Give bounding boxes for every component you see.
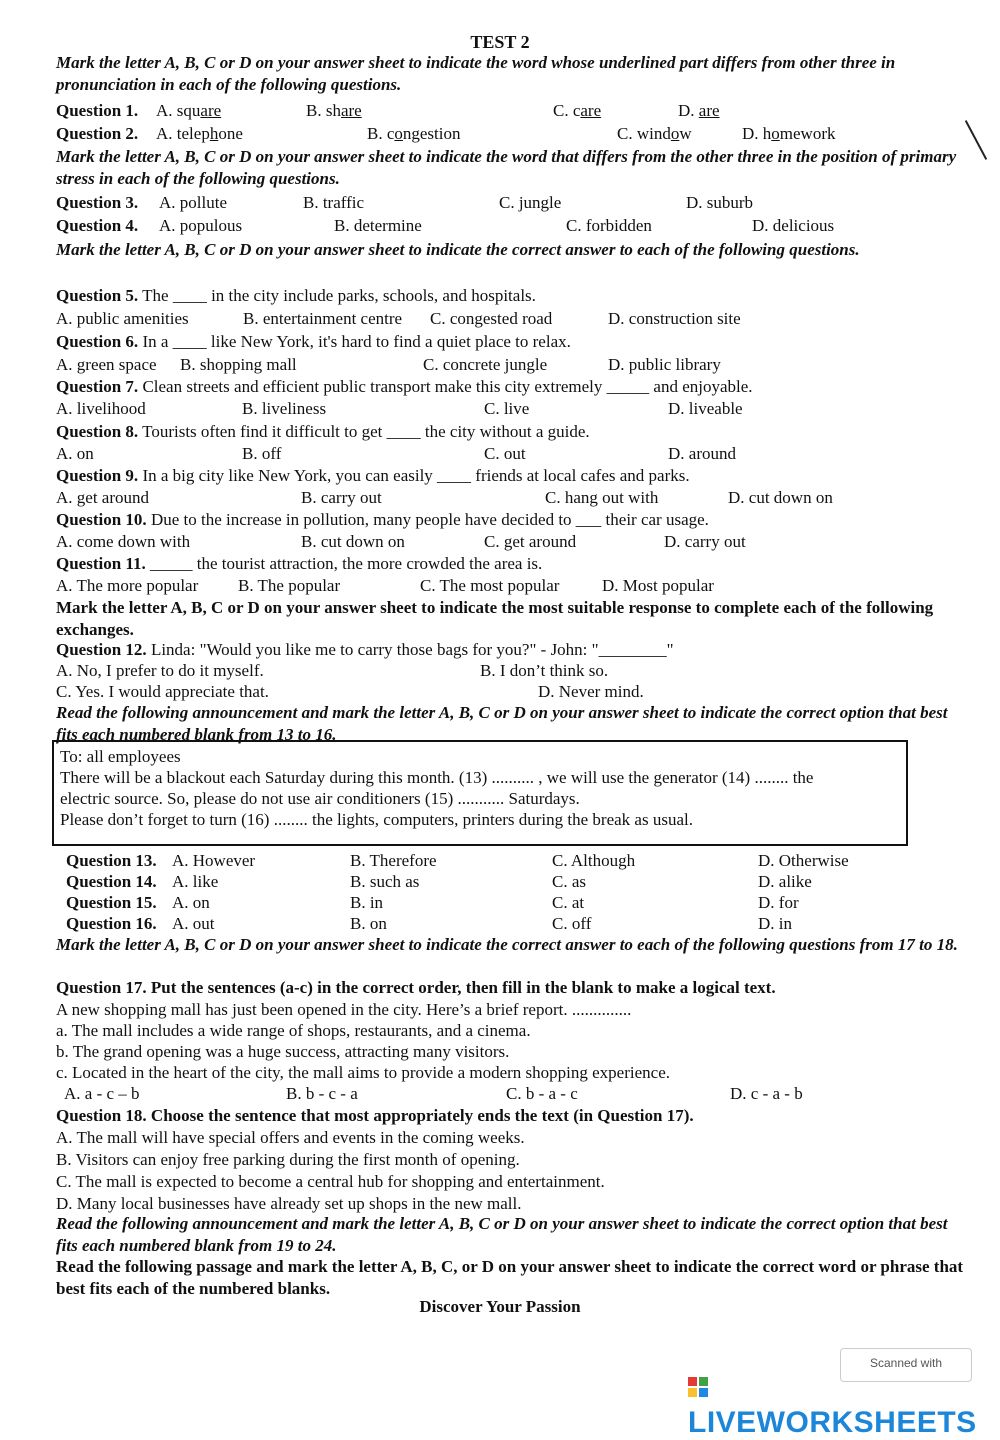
q2-option-b[interactable]: B. congestion bbox=[367, 124, 461, 143]
q8-option-b[interactable]: B. off bbox=[242, 444, 282, 463]
announcement-line-2: There will be a blackout each Saturday during this month. (13) .......... , we will use the generator (14) ........ the bbox=[60, 768, 814, 787]
q13-option-b[interactable]: B. Therefore bbox=[350, 851, 437, 870]
q17-intro: A new shopping mall has just been opened in the city. Here’s a brief report. .............. bbox=[56, 1000, 632, 1019]
q9-option-b[interactable]: B. carry out bbox=[301, 488, 382, 507]
announcement-line-3: electric source. So, please do not use air conditioners (15) ........... Saturdays. bbox=[60, 789, 580, 808]
q7-option-c[interactable]: C. live bbox=[484, 399, 530, 418]
question-2 bbox=[56, 123, 971, 145]
question-16: Question 16. A. out B. on C. off D. in bbox=[66, 914, 792, 933]
q16-option-a[interactable]: A. out bbox=[172, 914, 215, 933]
q4-option-c[interactable]: C. forbidden bbox=[566, 216, 652, 235]
question-8-stem: Question 8. Tourists often find it difficult to get ____ the city without a guide. bbox=[56, 422, 590, 441]
question-5-stem: Question 5. The ____ in the city include parks, schools, and hospitals. bbox=[56, 286, 536, 305]
q10-option-b[interactable]: B. cut down on bbox=[301, 532, 405, 551]
q14-option-b[interactable]: B. such as bbox=[350, 872, 420, 891]
q11-option-b[interactable]: B. The popular bbox=[238, 576, 341, 595]
q2-option-a[interactable]: A. telephone bbox=[156, 124, 243, 143]
q3-option-b[interactable]: B. traffic bbox=[303, 193, 365, 212]
q3-option-c[interactable]: C. jungle bbox=[499, 193, 562, 212]
liveworksheets-icon bbox=[688, 1377, 710, 1399]
test-title: TEST 2 bbox=[470, 32, 530, 52]
q1-option-a[interactable]: A. square bbox=[156, 101, 222, 120]
q3-option-a[interactable]: A. pollute bbox=[159, 193, 227, 212]
section6-instruction: Mark the letter A, B, C or D on your answer sheet to indicate the correct answer to each of the following questions from 17 to 18. bbox=[56, 935, 958, 954]
q12-option-d[interactable]: D. Never mind. bbox=[538, 682, 644, 701]
question-9-stem: Question 9. In a big city like New York, you can easily ____ friends at local cafes and parks. bbox=[56, 466, 690, 485]
section2-instruction: Mark the letter A, B, C or D on your answer sheet to indicate the word that differs from the other three in the position of primary stress in each of the following questions. bbox=[56, 147, 957, 188]
q6-option-b[interactable]: B. shopping mall bbox=[180, 355, 297, 374]
announcement-box bbox=[52, 740, 908, 846]
q17-option-d[interactable]: D. c - a - b bbox=[730, 1084, 803, 1103]
q2-option-c[interactable]: C. window bbox=[617, 124, 692, 143]
section4-instruction: Mark the letter A, B, C or D on your answer sheet to indicate the most suitable response to complete each of the following exchanges. bbox=[56, 598, 934, 639]
q8-option-d[interactable]: D. around bbox=[668, 444, 736, 463]
q1-option-c[interactable]: C. care bbox=[553, 101, 602, 120]
q10-option-c[interactable]: C. get around bbox=[484, 532, 577, 551]
question-6-stem: Question 6. In a ____ like New York, it's hard to find a quiet place to relax. bbox=[56, 332, 571, 351]
q18-option-b[interactable]: B. Visitors can enjoy free parking during the first month of opening. bbox=[56, 1150, 520, 1169]
q16-option-c[interactable]: C. off bbox=[552, 914, 592, 933]
q17-sentence-c: c. Located in the heart of the city, the mall aims to provide a modern shopping experience. bbox=[56, 1063, 670, 1082]
q1-option-b[interactable]: B. share bbox=[306, 101, 362, 120]
q2-label: Question 2. bbox=[56, 124, 139, 143]
q16-option-b[interactable]: B. on bbox=[350, 914, 387, 933]
q5-option-d[interactable]: D. construction site bbox=[608, 309, 741, 328]
q7-option-b[interactable]: B. liveliness bbox=[242, 399, 327, 418]
question-13: Question 13. A. However B. Therefore C. Although D. Otherwise bbox=[66, 851, 849, 870]
question-1 bbox=[56, 100, 971, 122]
question-3 bbox=[56, 192, 971, 214]
q13-option-a[interactable]: A. However bbox=[172, 851, 256, 870]
question-14: Question 14. A. like B. such as C. as D. alike bbox=[66, 872, 812, 891]
q17-option-a[interactable]: A. a - c – b bbox=[64, 1084, 140, 1103]
question-18-label: Question 18. Choose the sentence that most appropriately ends the text (in Question 17). bbox=[56, 1106, 694, 1125]
passage-title: Discover Your Passion bbox=[419, 1297, 581, 1316]
q18-option-a[interactable]: A. The mall will have special offers and events in the coming weeks. bbox=[56, 1128, 525, 1147]
question-11-stem: Question 11. _____ the tourist attraction, the more crowded the area is. bbox=[56, 554, 543, 573]
q12-option-b[interactable]: B. I don’t think so. bbox=[480, 661, 609, 680]
q16-option-d[interactable]: D. in bbox=[758, 914, 792, 933]
q15-option-c[interactable]: C. at bbox=[552, 893, 585, 912]
q10-option-a[interactable]: A. come down with bbox=[56, 532, 191, 551]
question-7-stem: Question 7. Clean streets and efficient public transport make this city extremely _____ and enjoyable. bbox=[56, 377, 753, 396]
section5-instruction: Read the following announcement and mark the letter A, B, C or D on your answer sheet to indicate the correct option that best fits each numbered blank from 13 to 16. bbox=[56, 703, 948, 744]
section1-instruction: Mark the letter A, B, C or D on your answer sheet to indicate the word whose underlined part differs from other three in pronunciation in each of the following questions. bbox=[56, 53, 896, 94]
q17-option-b[interactable]: B. b - c - a bbox=[286, 1084, 358, 1103]
announcement-line-1: To: all employees bbox=[60, 747, 181, 766]
q9-option-a[interactable]: A. get around bbox=[56, 488, 150, 507]
question-15: Question 15. A. on B. in C. at D. for bbox=[66, 893, 799, 912]
q12-option-c[interactable]: C. Yes. I would appreciate that. bbox=[56, 682, 269, 701]
q9-option-c[interactable]: C. hang out with bbox=[545, 488, 659, 507]
scanned-with-badge: Scanned with bbox=[840, 1348, 972, 1382]
q7-option-d[interactable]: D. liveable bbox=[668, 399, 743, 418]
q1-option-d[interactable]: D. are bbox=[678, 101, 720, 120]
q15-option-d[interactable]: D. for bbox=[758, 893, 799, 912]
q2-option-d[interactable]: D. homework bbox=[742, 124, 836, 143]
q14-option-c[interactable]: C. as bbox=[552, 872, 586, 891]
q15-option-b[interactable]: B. in bbox=[350, 893, 384, 912]
q7-option-a[interactable]: A. livelihood bbox=[56, 399, 146, 418]
q4-option-d[interactable]: D. delicious bbox=[752, 216, 835, 235]
section7-instruction-2: Read the following passage and mark the letter A, B, C, or D on your answer sheet to indicate the correct word or phrase that best fits each of the numbered blanks. bbox=[56, 1257, 964, 1298]
q15-option-a[interactable]: A. on bbox=[172, 893, 210, 912]
question-10-stem: Question 10. Due to the increase in pollution, many people have decided to ___ their car usage. bbox=[56, 510, 709, 529]
q4-option-b[interactable]: B. determine bbox=[334, 216, 422, 235]
q6-option-c[interactable]: C. concrete jungle bbox=[423, 355, 548, 374]
q12-option-a[interactable]: A. No, I prefer to do it myself. bbox=[56, 661, 264, 680]
section3-instruction: Mark the letter A, B, C or D on your answer sheet to indicate the correct answer to each of the following questions. bbox=[56, 240, 860, 259]
announcement-line-4: Please don’t forget to turn (16) ........ the lights, computers, printers during the break as usual. bbox=[60, 810, 693, 829]
liveworksheets-logo[interactable]: LIVEWORKSHEETS bbox=[688, 1372, 1000, 1440]
q11-option-c[interactable]: C. The most popular bbox=[420, 576, 560, 595]
q10-option-d[interactable]: D. carry out bbox=[664, 532, 746, 551]
section7-instruction: Read the following announcement and mark the letter A, B, C or D on your answer sheet to indicate the correct option that best fits each numbered blank from 19 to 24. bbox=[56, 1214, 948, 1255]
q9-option-d[interactable]: D. cut down on bbox=[728, 488, 833, 507]
q11-option-a[interactable]: A. The more popular bbox=[56, 576, 199, 595]
q4-option-a[interactable]: A. populous bbox=[159, 216, 243, 235]
q8-option-a[interactable]: A. on bbox=[56, 444, 94, 463]
q17-sentence-b: b. The grand opening was a huge success, attracting many visitors. bbox=[56, 1042, 510, 1061]
q5-option-c[interactable]: C. congested road bbox=[430, 309, 553, 328]
q5-option-a[interactable]: A. public amenities bbox=[56, 309, 189, 328]
q6-option-a[interactable]: A. green space bbox=[56, 355, 157, 374]
q5-option-b[interactable]: B. entertainment centre bbox=[243, 309, 403, 328]
q13-option-c[interactable]: C. Although bbox=[552, 851, 636, 870]
q3-label: Question 3. bbox=[56, 193, 139, 212]
q18-option-d[interactable]: D. Many local businesses have already set up shops in the new mall. bbox=[56, 1194, 522, 1213]
q8-option-c[interactable]: C. out bbox=[484, 444, 526, 463]
q13-option-d[interactable]: D. Otherwise bbox=[758, 851, 849, 870]
question-17-label: Question 17. Put the sentences (a-c) in the correct order, then fill in the blank to make a logical text. bbox=[56, 978, 776, 997]
q14-option-a[interactable]: A. like bbox=[172, 872, 219, 891]
q6-option-d[interactable]: D. public library bbox=[608, 355, 721, 374]
question-4 bbox=[56, 215, 971, 237]
q18-option-c[interactable]: C. The mall is expected to become a central hub for shopping and entertainment. bbox=[56, 1172, 605, 1191]
q1-label: Question 1. bbox=[56, 101, 139, 120]
q11-option-d[interactable]: D. Most popular bbox=[602, 576, 714, 595]
q14-option-d[interactable]: D. alike bbox=[758, 872, 812, 891]
q17-sentence-a: a. The mall includes a wide range of shops, restaurants, and a cinema. bbox=[56, 1021, 531, 1040]
q3-option-d[interactable]: D. suburb bbox=[686, 193, 754, 212]
question-12-stem: Question 12. Linda: "Would you like me to carry those bags for you?" - John: "________" bbox=[56, 640, 674, 659]
q4-label: Question 4. bbox=[56, 216, 139, 235]
q17-option-c[interactable]: C. b - a - c bbox=[506, 1084, 578, 1103]
